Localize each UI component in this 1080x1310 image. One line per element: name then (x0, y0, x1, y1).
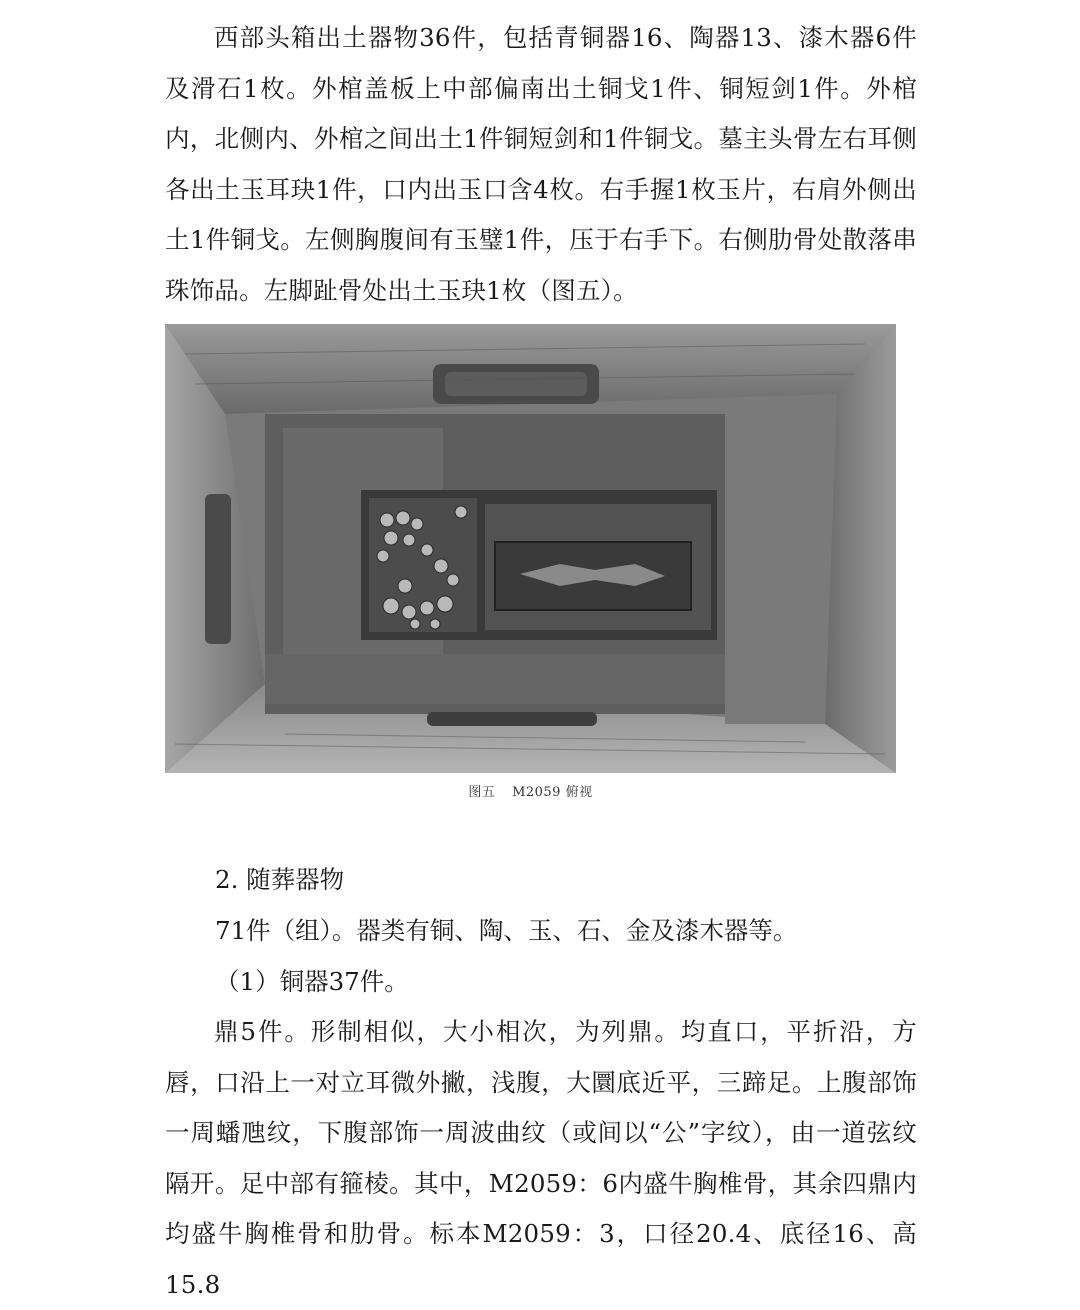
paragraph-ding-description: 鼎5件。形制相似，大小相次，为列鼎。均直口，平折沿，方唇，口沿上一对立耳微外撇，浅腹，大圜底近平，三蹄足。上腹部饰一周蟠虺纹，下腹部饰一周波曲纹（或间以“公”字纹），由一道弦纹隔开。足中部有箍棱。其中，M2059：6内盛牛胸椎骨，其余四鼎内均盛牛胸椎骨和肋骨。标本M2059：3，口径20.4、底径16、高15.8 (165, 1017, 917, 1299)
summary-line: 71件（组）。器类有铜、陶、玉、石、金及漆木器等。 (215, 916, 798, 945)
figure-caption-label: 图五 (468, 785, 496, 800)
section-heading: 2. 随葬器物 (215, 865, 345, 894)
tomb-photo-illustration (165, 324, 896, 773)
figure-caption-text: M2059 俯视 (512, 785, 593, 800)
figure-caption (165, 781, 896, 800)
paragraph-tomb-contents: 西部头箱出土器物36件，包括青铜器16、陶器13、漆木器6件及滑石1枚。外棺盖板上中部偏南出土铜戈1件、铜短剑1件。外棺内，北侧内、外棺之间出土1件铜短剑和1件铜戈。墓主头骨左右耳侧各出土玉耳玦1件，口内出玉口含4枚。右手握1枚玉片，右肩外侧出土1件铜戈。左侧胸腹间有玉璧1件，压于右手下。右侧肋骨处散落串珠饰品。左脚趾骨处出土玉玦1枚（图五）。 (165, 23, 917, 305)
tomb-photo (165, 324, 896, 773)
subsection-heading: （1）铜器37件。 (215, 967, 409, 996)
